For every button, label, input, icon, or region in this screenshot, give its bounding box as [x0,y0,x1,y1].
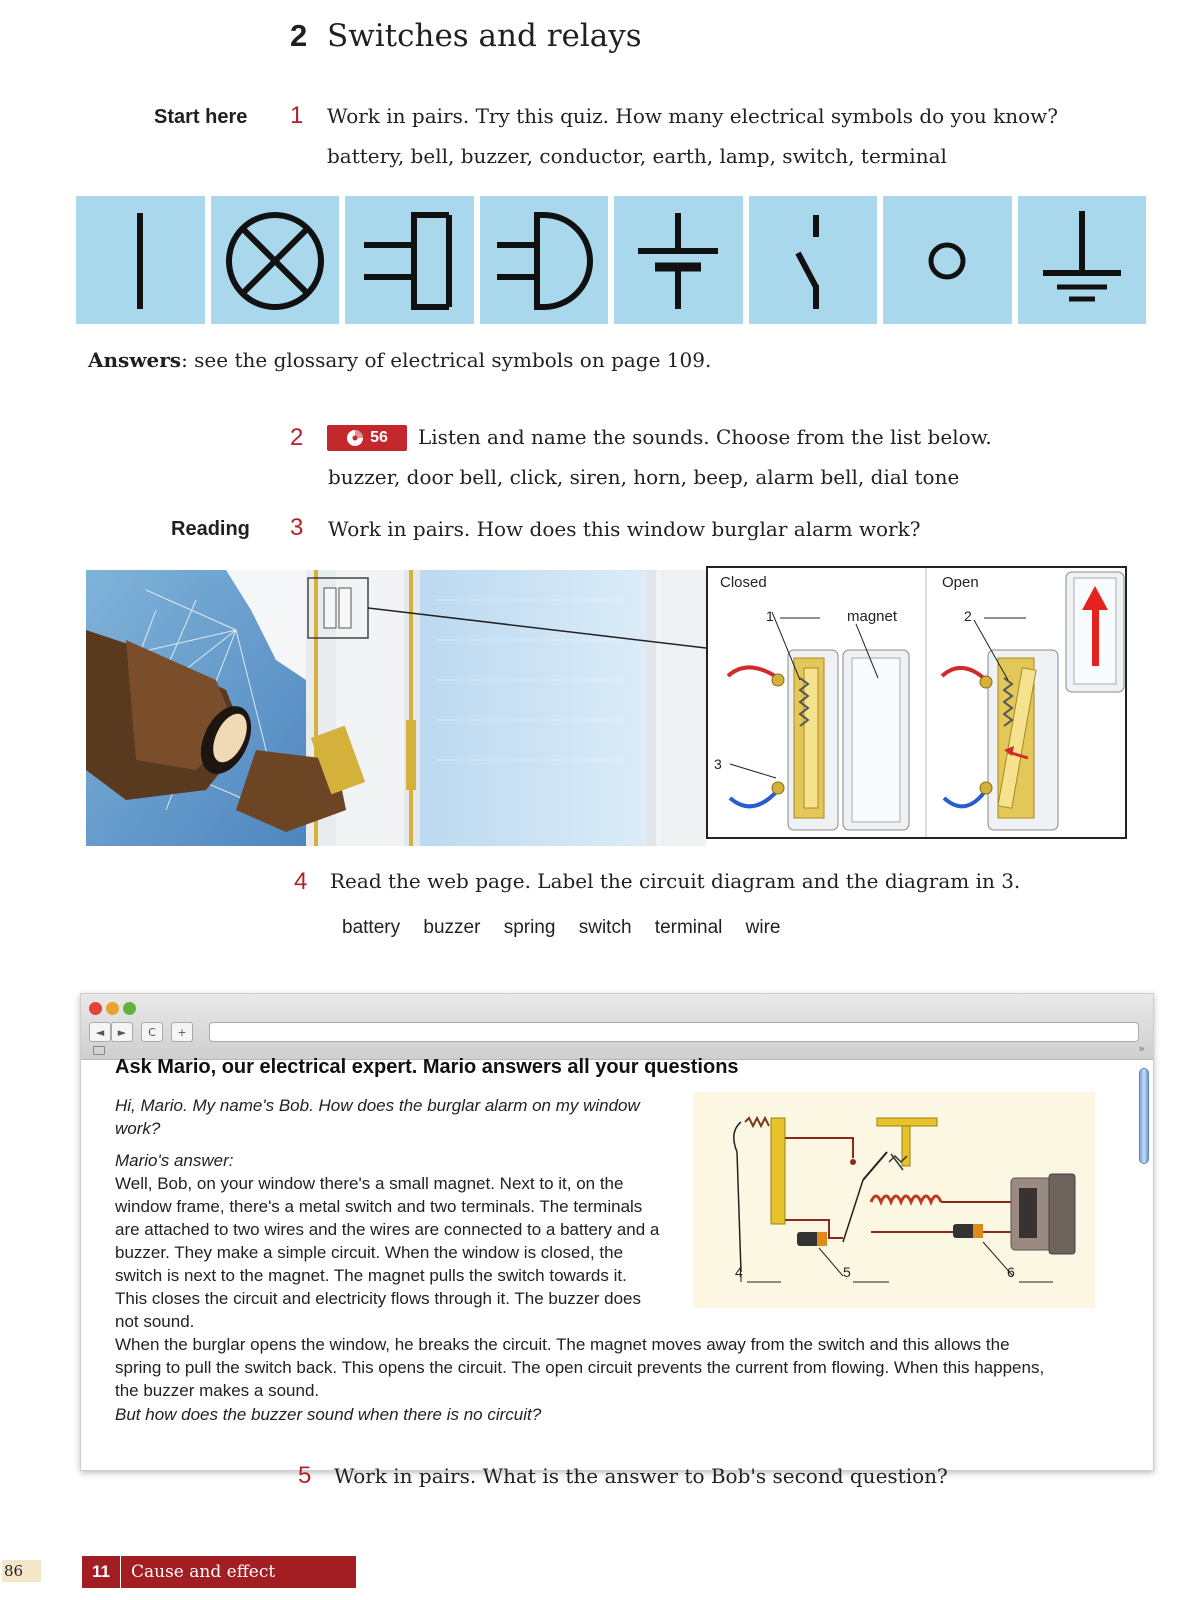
circuit-label-6: 6 [1007,1264,1015,1280]
address-bar[interactable] [209,1022,1139,1042]
symbol-quiz-strip [76,196,1146,324]
burglar-window-picture [86,570,706,846]
mario-answer-heading: Mario's answer: [115,1151,234,1170]
task-2-word-list: buzzer, door bell, click, siren, horn, beep, alarm bell, dial tone [328,465,960,489]
overflow-icon[interactable]: » [1138,1042,1145,1055]
answer-paragraph-1: Well, Bob, on your window there's a small magnet. Next to it, on the window frame, there's a metal switch and two terminals. The terminals are attached to two wires and the wires are connected to a battery and a buzzer. They make a simple circuit. When the window is closed, the switch is next to the magnet. The magnet pulls the switch towards it. This closes the circuit and electricity flows through it. The buzzer does not sound. [115,1174,660,1331]
footer-unit-bar [82,1556,356,1588]
reload-button[interactable]: C [141,1022,163,1042]
terminal-symbol-icon [892,205,1002,315]
answer-paragraph-2: When the burglar opens the window, he breaks the circuit. The magnet moves away from the switch and this allows the spring to pull the switch back. This opens the circuit. The open circuit prevents the current from flowing. When this happens, the buzzer makes a sound. [115,1335,1045,1400]
closed-label: Closed [720,574,767,591]
bookmark-icon[interactable] [93,1046,105,1055]
vertical-scrollbar[interactable] [1139,1068,1149,1164]
word-buzzer: buzzer [423,917,481,938]
back-button[interactable]: ◄ [89,1022,111,1042]
reading-label: Reading [171,518,250,540]
circuit-diagram [693,1092,1095,1308]
circuit-diagram-drawing [693,1092,1095,1308]
symbol-tile-7 [883,196,1012,324]
footer-unit-number: 11 [82,1556,121,1588]
task-1-instruction: Work in pairs. Try this quiz. How many electrical symbols do you know? [327,104,1058,128]
bob-second-question: But how does the buzzer sound when there is no circuit? [115,1405,542,1424]
task-5-instruction: Work in pairs. What is the answer to Bob's second question? [334,1464,948,1488]
audio-track-badge[interactable] [327,425,407,451]
switch-symbol-icon [758,205,868,315]
diagram-label-2: 2 [964,608,972,624]
page-title [290,18,642,54]
word-battery: battery [342,917,401,938]
symbol-tile-1 [76,196,205,324]
open-label: Open [942,574,979,591]
circuit-label-5: 5 [843,1264,851,1280]
word-wire: wire [745,917,781,938]
task-1-word-list: battery, bell, buzzer, conductor, earth, lamp, switch, terminal [327,144,947,168]
word-spring: spring [503,917,556,938]
circuit-label-4: 4 [735,1264,743,1280]
magnet-label: magnet [847,608,898,625]
task-4-word-bank [342,917,799,939]
diagram-label-3: 3 [714,756,722,772]
web-page-heading: Ask Mario, our electrical expert. Mario answers all your questions [115,1056,739,1078]
window-illustration [86,570,706,846]
lamp-symbol-icon [220,205,330,315]
closed-open-diagram [706,566,1127,839]
symbol-tile-6 [749,196,878,324]
task-2-number: 2 [290,424,304,451]
minimize-window-dot[interactable] [106,1002,119,1015]
close-window-dot[interactable] [89,1002,102,1015]
start-here-label: Start here [154,106,248,128]
task-2-instruction: Listen and name the sounds. Choose from the list below. [418,425,992,449]
word-switch: switch [578,917,632,938]
earth-symbol-icon [1027,205,1137,315]
diagram-label-1: 1 [766,608,774,624]
task-3-instruction: Work in pairs. How does this window burglar alarm work? [328,517,921,541]
maximize-window-dot[interactable] [123,1002,136,1015]
unit-number: 2 [290,18,308,53]
symbol-tile-5 [614,196,743,324]
task-3-number: 3 [290,514,304,541]
word-terminal: terminal [654,917,723,938]
footer-unit-title: Cause and effect [130,1562,276,1582]
symbol-tile-8 [1018,196,1147,324]
browser-toolbar [81,994,1153,1060]
unit-title: Switches and relays [326,18,642,54]
task-4-number: 4 [294,868,308,895]
buzzer-symbol-icon [354,205,464,315]
audio-track-number: 56 [370,429,388,446]
web-page-browser-window [80,993,1154,1471]
battery-symbol-icon [623,205,733,315]
bob-question: Hi, Mario. My name's Bob. How does the burglar alarm on my window work? [115,1096,640,1138]
page-number: 86 [2,1560,41,1582]
audio-cd-icon [346,429,364,447]
symbol-tile-2 [211,196,340,324]
add-tab-button[interactable]: + [171,1022,193,1042]
task-5-number: 5 [298,1462,312,1489]
symbol-tile-3 [345,196,474,324]
answers-text: : see the glossary of electrical symbols on page 109. [181,348,712,372]
task-4-instruction: Read the web page. Label the circuit diagram and the diagram in 3. [330,869,1021,893]
forward-button[interactable]: ► [111,1022,133,1042]
conductor-symbol-icon [85,205,195,315]
answers-label: Answers [88,348,182,372]
symbol-tile-4 [480,196,609,324]
answers-note [88,348,711,372]
bell-symbol-icon [489,205,599,315]
task-1-number: 1 [290,102,304,129]
